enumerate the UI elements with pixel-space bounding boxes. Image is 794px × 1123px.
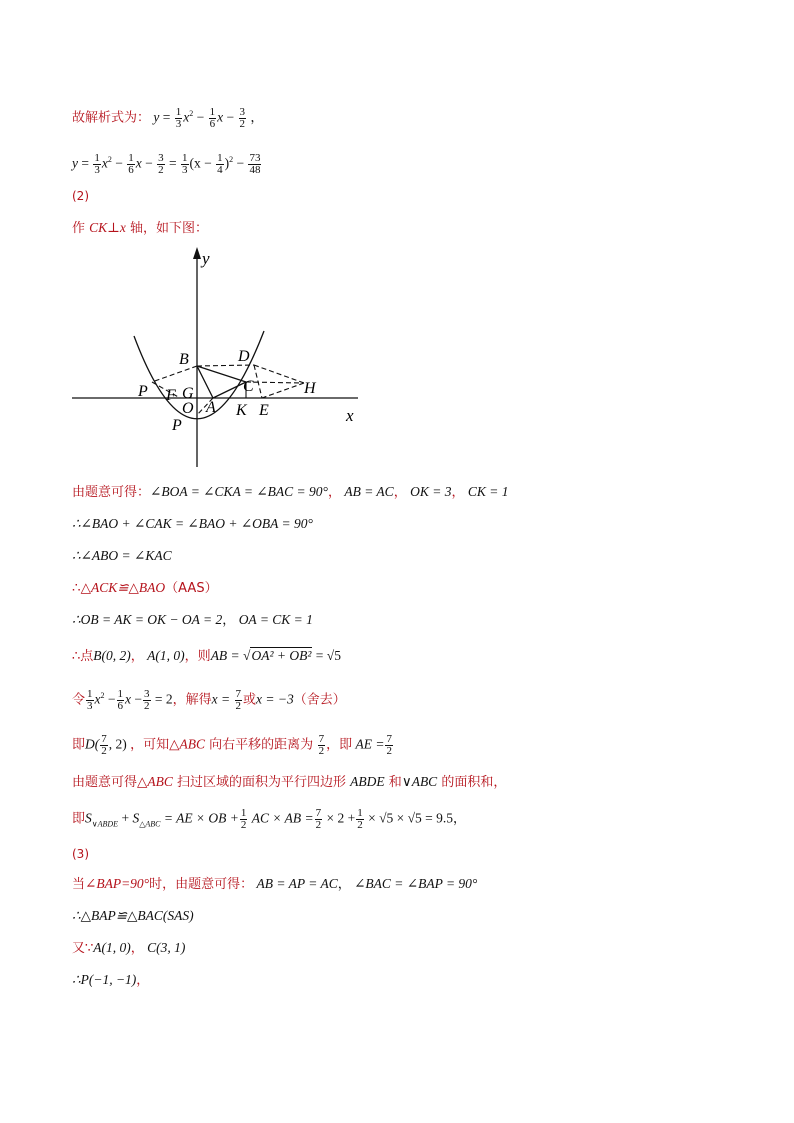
geometry-figure — [66, 245, 366, 475]
step-2: ∴∠BAO + ∠CAK = ∠BAO + ∠OBA = 90° — [72, 516, 313, 531]
part-3-heading: (3) — [72, 847, 89, 861]
svg-text:K: K — [236, 402, 247, 419]
construct-line: 作 CK⊥x 轴，如下图： — [72, 220, 208, 236]
svg-text:y: y — [202, 249, 210, 268]
svg-text:x: x — [346, 406, 354, 425]
svg-text:O: O — [182, 400, 194, 417]
step-13: 又∵A(1, 0)， C(3, 1) — [72, 940, 186, 956]
svg-text:A: A — [206, 399, 216, 416]
step-8: 即D( $\frac{7}{2}$ , 2) ，可知△ABC 向右平移的距离为 $\frac{7}{2}$ ，即 AE = $\frac{7}{2}$ — [72, 733, 392, 757]
svg-text:G: G — [182, 385, 194, 402]
svg-text:H: H — [304, 380, 316, 397]
step-5: ∴OB = AK = OK − OA = 2， OA = CK = 1 — [72, 612, 313, 628]
step-14: ∴P(−1, −1)， — [72, 972, 150, 988]
fraction: $\frac{1}{6}$ — [209, 105, 216, 130]
step-3: ∴∠ABO = ∠KAC — [72, 548, 172, 563]
part-2-heading: (2) — [72, 189, 89, 203]
svg-text:D: D — [238, 348, 250, 365]
answer-line-2: y = $\frac{1}{3}$ $x^2$ − $\frac{1}{6}$ x − $\frac{3}{2}$ = $\frac{1}{3}$ (x − $\frac{1}{4}$ )$^2$ − $\frac{73}{48}$ — [72, 151, 261, 176]
step-4: ∴△ACK≌△BAO（AAS） — [72, 580, 218, 596]
step-6: ∴点B(0, 2)， A(1, 0)，则AB = √OA² + OB² = √5 — [72, 648, 341, 664]
y-axis-arrow — [193, 247, 201, 259]
svg-text:P: P — [172, 417, 182, 434]
intro-text: 故解析式为： — [72, 110, 151, 126]
step-7: 令 $\frac{1}{3}$ $x^2$ − $\frac{1}{6}$ x − $\frac{3}{2}$ = 2，解得x = $\frac{7}{2}$ 或x = −3（舍去） — [72, 687, 346, 712]
svg-text:P: P — [138, 383, 148, 400]
step-11: 当∠BAP=90°时，由题意可得： AB = AP = AC， ∠BAC = ∠BAP = 90° — [72, 876, 478, 892]
svg-text:E: E — [259, 402, 269, 419]
svg-text:C: C — [243, 378, 254, 395]
svg-text:F: F — [166, 387, 176, 404]
step-10: 即$S_{\vee ABDE} + S_{\triangle ABC}$ = AE × OB + $\frac{1}{2}$ AC × AB = $\frac{7}{2}$ × 2 + $\frac{1}{2}$ × √5 × √5 = 9.5， — [72, 807, 467, 831]
step-9: 由题意可得△ABC 扫过区域的面积为平行四边形 ABDE 和∨ABC 的面积和， — [72, 774, 507, 790]
step-12: ∴△BAP≌△BAC(SAS) — [72, 908, 194, 923]
answer-line-1: 故解析式为： y = $\frac{1}{3}$ $x^2$ − $\frac{1}{6}$ x − $\frac{3}{2}$ ， — [72, 105, 264, 130]
fraction: $\frac{3}{2}$ — [239, 105, 246, 130]
fraction: $\frac{1}{3}$ — [175, 105, 182, 130]
step-1: 由题意可得：∠BOA = ∠CKA = ∠BAC = 90°， AB = AC， OK = 3， CK = 1 — [72, 484, 509, 500]
svg-text:B: B — [179, 351, 189, 368]
